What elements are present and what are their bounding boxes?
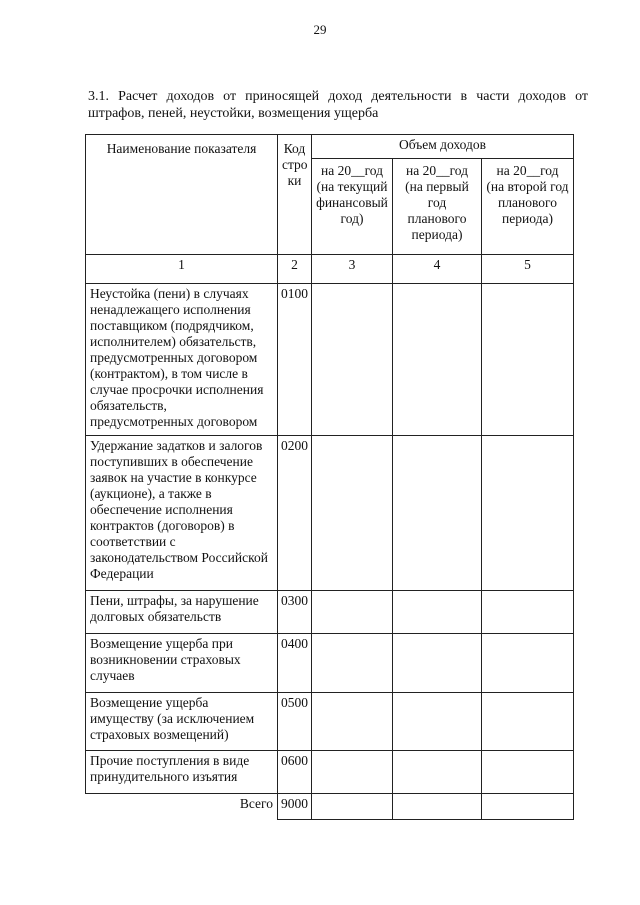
value-cell: [482, 751, 574, 794]
row-label: Неустойка (пени) в случаях ненадлежащего исполнения поставщиком (подрядчиком, исполнителем) обязательств, предусмотренных договором (контрактом), в том числе в случае просрочки исполнения обязательств, предусмотренных договором: [86, 284, 278, 436]
value-cell: [312, 794, 393, 820]
header-income-volume: Объем доходов: [312, 135, 574, 159]
table-row: [86, 436, 574, 591]
row-code: 0600: [278, 751, 312, 794]
row-label: Прочие поступления в виде принудительного изъятия: [86, 751, 278, 794]
value-cell: [393, 284, 482, 436]
value-cell: [482, 794, 574, 820]
value-cell: [482, 284, 574, 436]
row-label: Удержание задатков и залогов поступивших в обеспечение заявок на участие в конкурсе (аукционе), а также в обеспечение исполнения контрактов (договоров) в соответствии с законодательством Российской Федерации: [86, 436, 278, 591]
value-cell: [393, 794, 482, 820]
value-cell: [312, 436, 393, 591]
page-number: 29: [313, 22, 327, 37]
row-label: Возмещение ущерба при возникновении страховых случаев: [86, 634, 278, 693]
row-code: 0500: [278, 693, 312, 751]
row-label: Возмещение ущерба имуществу (за исключением страховых возмещений): [86, 693, 278, 751]
total-row: [86, 794, 574, 820]
value-cell: [312, 751, 393, 794]
col-number: 2: [278, 255, 312, 284]
section-title: 3.1. Расчет доходов от приносящей доход деятельности в части доходов от штрафов, пеней, неустойки, возмещения ущерба: [88, 89, 588, 121]
col-number: 4: [393, 255, 482, 284]
value-cell: [312, 591, 393, 634]
header-year-first-plan: на 20__год (на первый год планового периода): [393, 159, 482, 255]
total-code: 9000: [278, 794, 312, 820]
value-cell: [482, 591, 574, 634]
header-year-current: на 20__год (на текущий финансовый год): [312, 159, 393, 255]
table-row: [86, 284, 574, 436]
table-row: [86, 591, 574, 634]
total-label: Всего: [86, 794, 278, 820]
row-code: 0300: [278, 591, 312, 634]
value-cell: [393, 591, 482, 634]
row-code: 0200: [278, 436, 312, 591]
row-code: 0400: [278, 634, 312, 693]
value-cell: [312, 284, 393, 436]
table-row: [86, 693, 574, 751]
value-cell: [312, 634, 393, 693]
header-line-code: Код стро ки: [278, 135, 312, 255]
value-cell: [482, 436, 574, 591]
value-cell: [312, 693, 393, 751]
value-cell: [393, 693, 482, 751]
col-number: 1: [86, 255, 278, 284]
header-year-second-plan: на 20__год (на второй год планового периода): [482, 159, 574, 255]
column-numbers-row: [86, 255, 574, 284]
table-row: [86, 634, 574, 693]
value-cell: [482, 693, 574, 751]
value-cell: [393, 751, 482, 794]
row-label: Пени, штрафы, за нарушение долговых обязательств: [86, 591, 278, 634]
row-code: 0100: [278, 284, 312, 436]
col-number: 5: [482, 255, 574, 284]
value-cell: [482, 634, 574, 693]
table-row: [86, 751, 574, 794]
header-indicator-name: Наименование показателя: [86, 135, 278, 255]
col-number: 3: [312, 255, 393, 284]
value-cell: [393, 634, 482, 693]
value-cell: [393, 436, 482, 591]
income-table: [85, 134, 574, 820]
